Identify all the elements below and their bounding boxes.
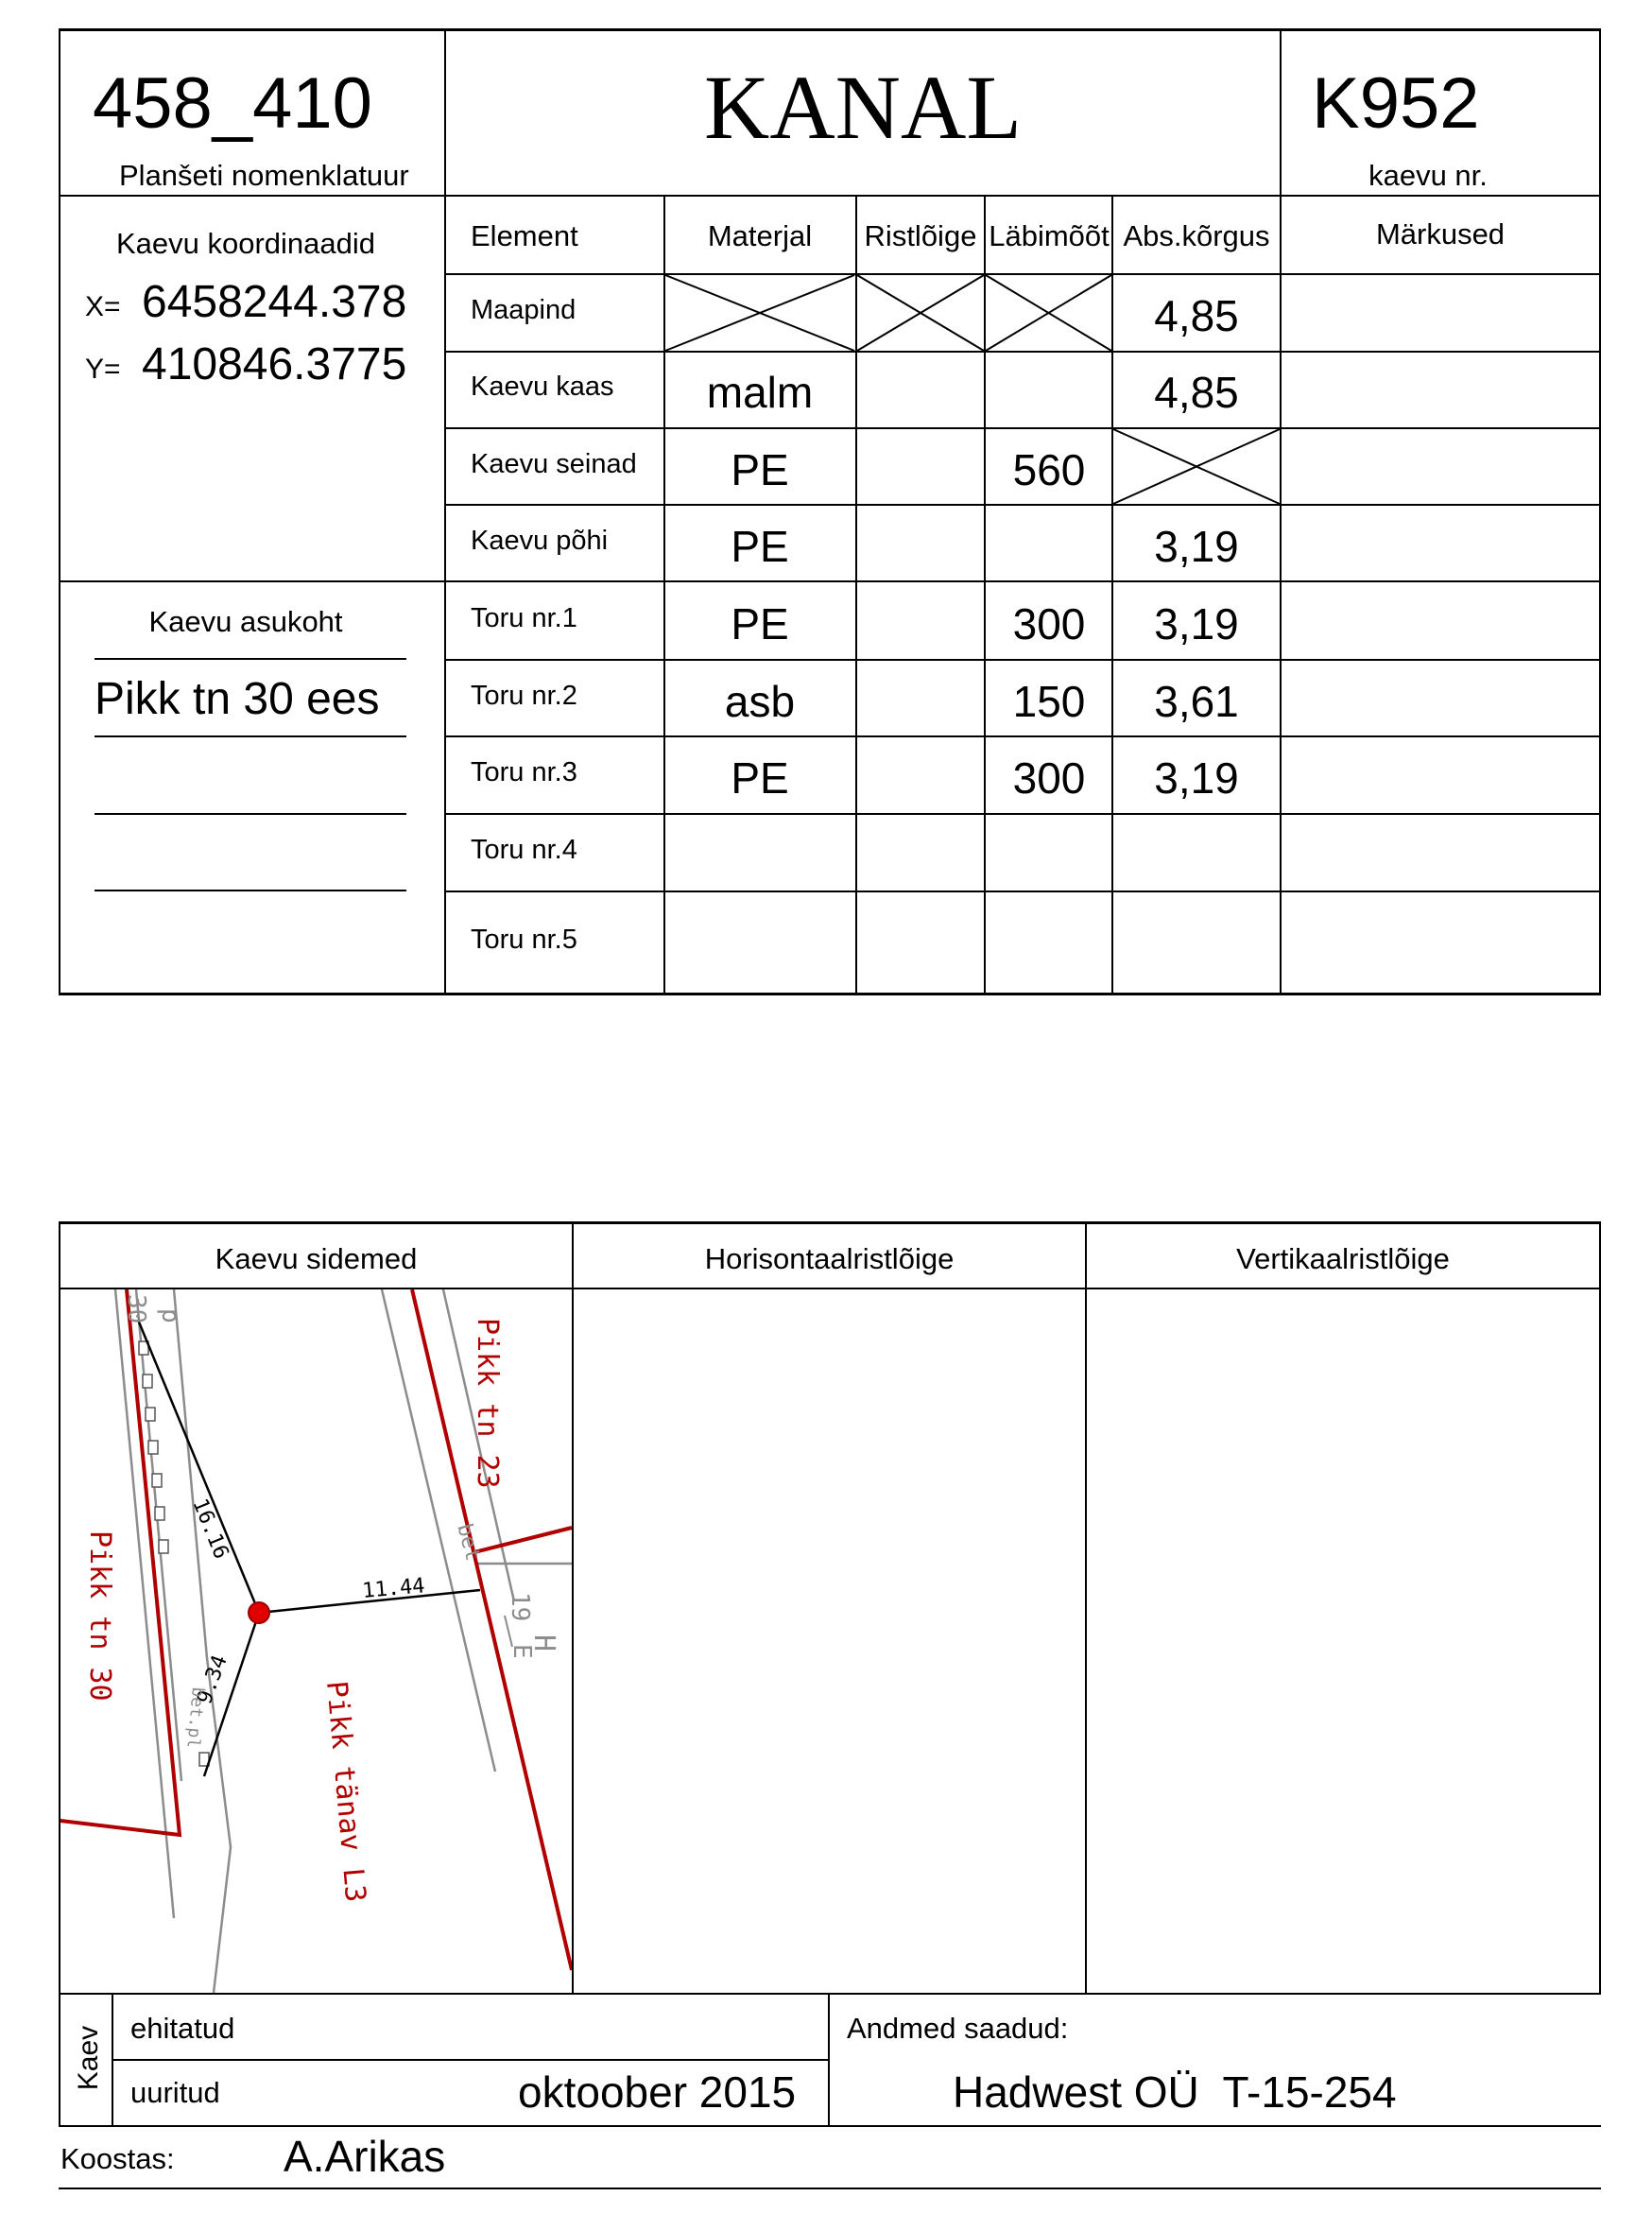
- dist-label-11: 11.44: [361, 1574, 426, 1603]
- cell-diameter: 300: [1012, 753, 1086, 803]
- cell-diameter: 150: [1012, 676, 1086, 726]
- label-street-23: Pikk tn 23: [471, 1318, 504, 1489]
- sheet-label: Planšeti nomenklatuur: [119, 159, 409, 192]
- cell-elevation: 4,85: [1154, 291, 1239, 340]
- cell-element: Toru nr.1: [471, 602, 577, 633]
- col-header-diameter: Läbimõõt: [989, 219, 1110, 252]
- location-line-1: Pikk tn 30 ees: [95, 674, 380, 724]
- dist-label-9: 9.34: [193, 1652, 232, 1708]
- data-source: Hadwest OÜ T-15-254: [953, 2067, 1397, 2117]
- side-label-kaev: Kaev: [73, 2025, 104, 2091]
- boundary-line-19: [474, 1528, 572, 1552]
- cell-material: PE: [731, 444, 789, 494]
- cell-element: Toru nr.5: [471, 925, 577, 955]
- x-label: X=: [85, 291, 121, 322]
- cell-element: Toru nr.2: [471, 680, 577, 711]
- well-label: kaevu nr.: [1368, 159, 1488, 192]
- cell-element: Kaevu põhi: [471, 525, 609, 556]
- cell-material: PE: [731, 753, 789, 803]
- cell-element: Maapind: [471, 295, 576, 325]
- y-label: Y=: [85, 354, 121, 385]
- label-bet-pl: bet.pl: [182, 1686, 208, 1750]
- label-street-30: Pikk tn 30: [83, 1531, 116, 1702]
- col-header-material: Materjal: [707, 219, 813, 252]
- coordinates-title: Kaevu koordinaadid: [115, 227, 376, 260]
- col-header-elevation: Abs.kõrgus: [1123, 219, 1270, 252]
- panel-title-horizontal: Horisontaalristlõige: [704, 1242, 955, 1275]
- cell-elevation: 3,61: [1154, 676, 1239, 726]
- well-number: K952: [1312, 63, 1480, 144]
- col-header-section: Ristlõige: [864, 219, 977, 252]
- well-marker: [249, 1602, 269, 1623]
- location-title: Kaevu asukoht: [148, 605, 343, 638]
- cell-diameter: 560: [1012, 444, 1086, 494]
- road-edge-2: [136, 1289, 181, 1781]
- label-street-l3: Pikk tänav L3: [319, 1679, 372, 1904]
- author-label: Koostas:: [60, 2142, 175, 2175]
- dist-label-16: 16.16: [187, 1495, 233, 1563]
- label-code-p: p: [156, 1308, 184, 1323]
- label-code-h: H: [527, 1634, 560, 1652]
- cell-material: PE: [731, 521, 789, 571]
- surveyed-label: uuritud: [130, 2076, 220, 2109]
- label-code-e: E: [508, 1644, 536, 1659]
- surveyed-date: oktoober 2015: [518, 2067, 797, 2117]
- cell-material: asb: [724, 676, 796, 726]
- data-source-label: Andmed saadud:: [847, 2012, 1069, 2045]
- cell-element: Kaevu kaas: [471, 372, 614, 402]
- author-name: A.Arikas: [284, 2132, 446, 2181]
- cross-marks: [0, 0, 1652, 1002]
- document-title: KANAL: [704, 57, 1022, 158]
- col-header-element: Element: [471, 219, 578, 252]
- col-header-notes: Märkused: [1375, 217, 1506, 251]
- cell-material: malm: [706, 368, 814, 417]
- cell-element: Toru nr.3: [471, 757, 577, 787]
- cell-element: Kaevu seinad: [471, 448, 637, 479]
- cell-elevation: 3,19: [1154, 521, 1239, 571]
- cell-elevation: 4,85: [1154, 368, 1239, 417]
- panel-title-vertical: Vertikaalristlõige: [1236, 1242, 1450, 1275]
- cell-elevation: 3,19: [1154, 598, 1239, 649]
- y-coordinate: 410846.3775: [142, 339, 407, 389]
- x-coordinate: 6458244.378: [142, 277, 407, 327]
- label-num-30: 30: [122, 1294, 150, 1324]
- sheet-number: 458_410: [93, 63, 372, 144]
- label-num-19: 19: [506, 1592, 534, 1622]
- cell-diameter: 300: [1012, 598, 1086, 649]
- location-sketch: [60, 1289, 572, 1993]
- panel-title-links: Kaevu sidemed: [215, 1242, 418, 1275]
- built-label: ehitatud: [130, 2012, 235, 2045]
- label-bet: bet: [452, 1521, 485, 1564]
- cell-material: PE: [731, 598, 789, 649]
- cell-element: Toru nr.4: [471, 835, 577, 865]
- cell-elevation: 3,19: [1154, 753, 1239, 803]
